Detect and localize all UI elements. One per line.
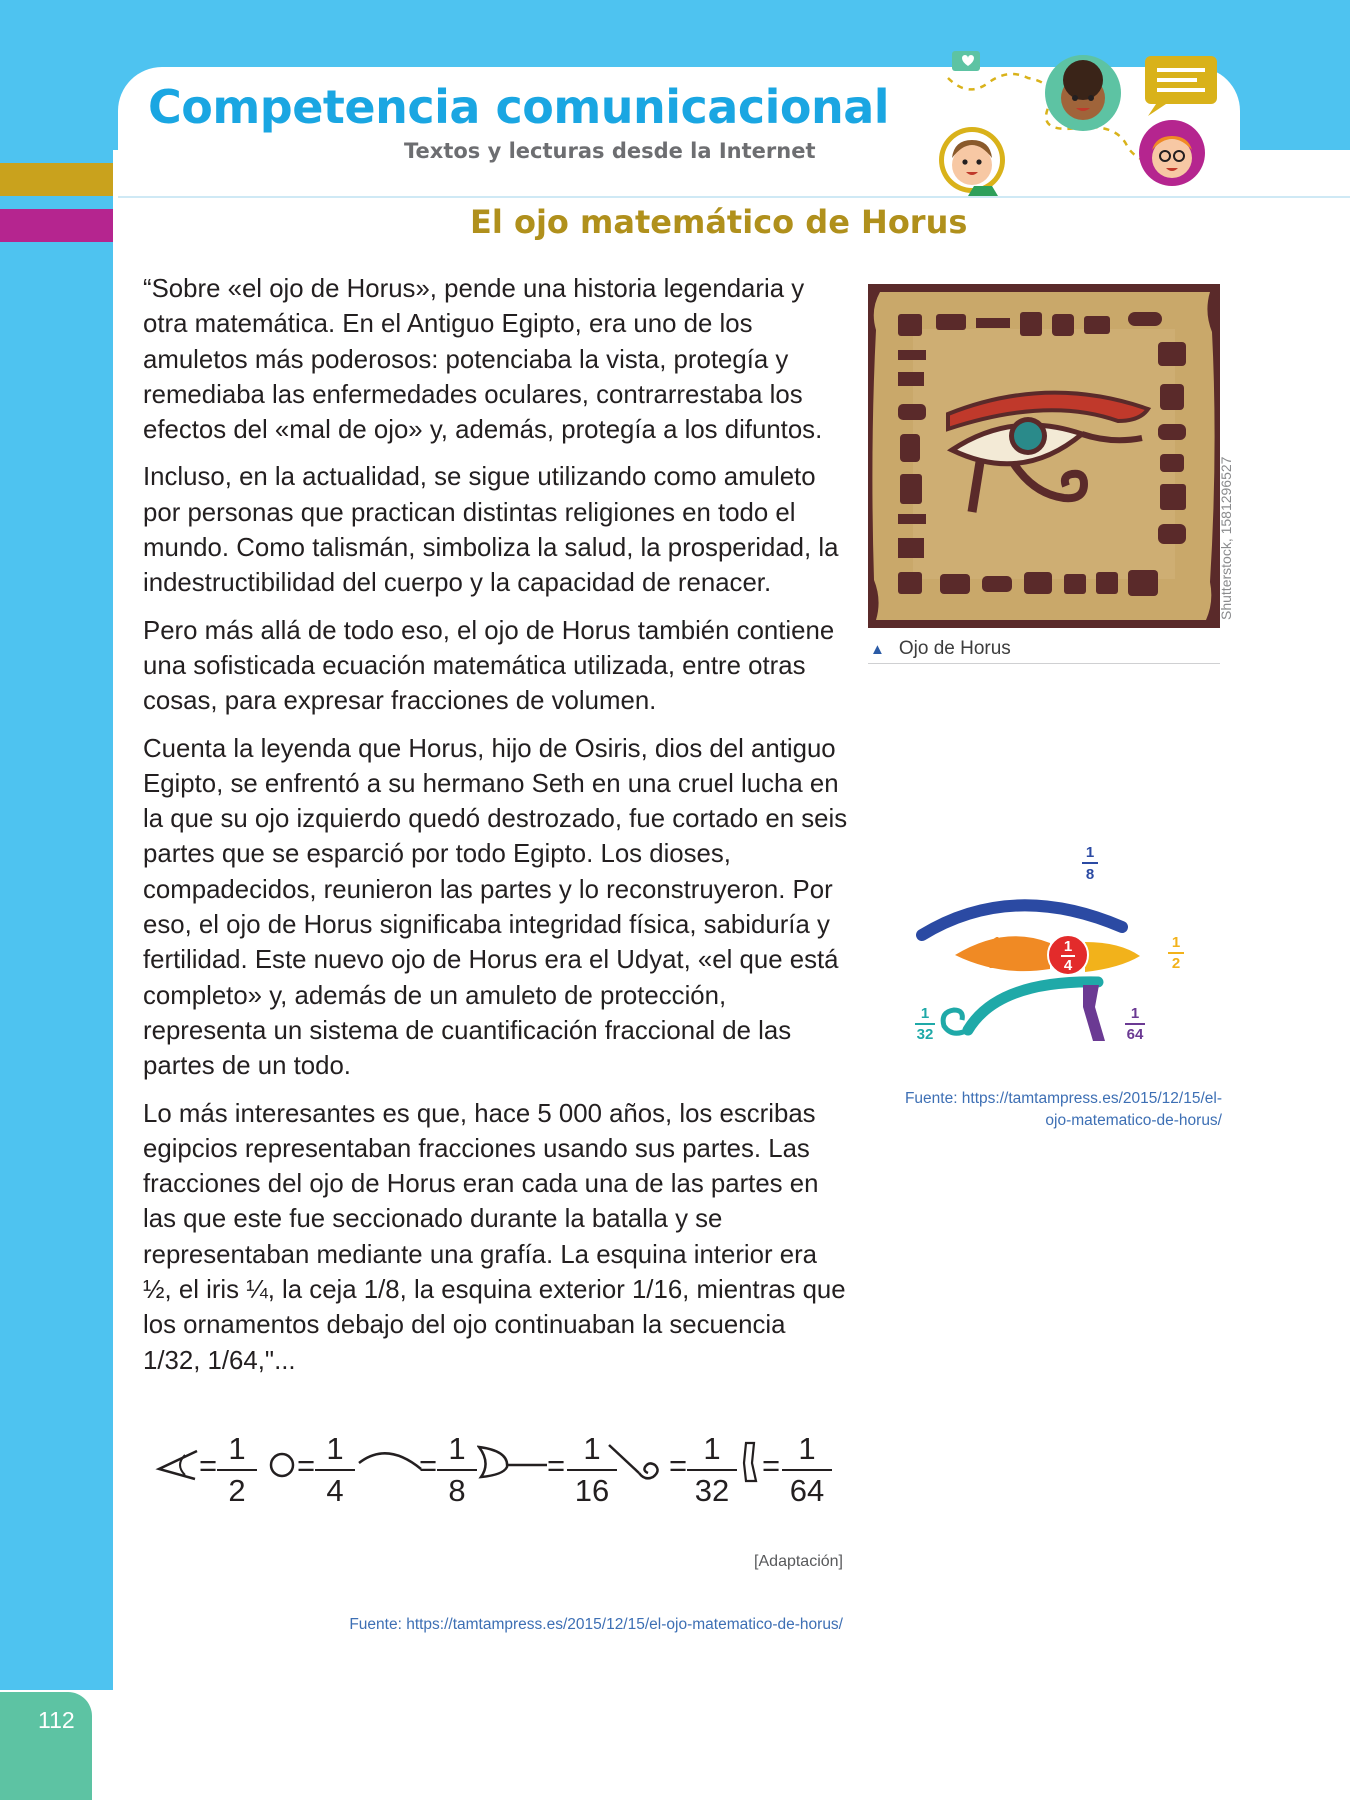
svg-text:1: 1: [920, 1005, 930, 1022]
fraction-equation-quarter: [267, 1425, 362, 1515]
equals-sign: =: [547, 1448, 566, 1483]
equals-sign: =: [297, 1448, 316, 1483]
svg-text:1: 1: [1063, 938, 1073, 955]
svg-text:32: 32: [916, 1026, 934, 1043]
svg-text:1: 1: [992, 934, 1002, 951]
svg-text:2: 2: [1171, 955, 1181, 972]
left-margin-band: [0, 150, 113, 1690]
gold-accent-bar: [0, 163, 113, 196]
article-title: El ojo matemático de Horus: [470, 203, 968, 241]
denominator: 32: [694, 1473, 730, 1508]
diagram-source-line-1: Fuente: https://tamtampress.es/2015/12/15/el-: [904, 1090, 1222, 1107]
equals-sign: =: [419, 1448, 438, 1483]
iris-glyph-icon: [267, 1445, 299, 1485]
svg-text:1: 1: [1171, 934, 1181, 951]
label-sixty-fourth: [1125, 1005, 1145, 1043]
svg-text:4: 4: [1063, 957, 1073, 974]
caption-triangle-icon: ▲: [870, 641, 885, 658]
article-body: [143, 272, 848, 1391]
fraction-equation-half: [155, 1425, 260, 1515]
tail-part: [1083, 985, 1105, 1041]
inner-corner-glyph-icon: [155, 1445, 199, 1485]
numerator: 1: [703, 1431, 721, 1466]
eye-of-horus-photo: [868, 284, 1220, 628]
paragraph-1: “Sobre «el ojo de Horus», pende una historia legendaria y otra matemática. En el Antiguo Egipto, era uno de los amuletos más poderosos: potenciaba la vista, protegía y remediaba las enfermedades oculares, contrarrestaba los efectos del «mal de ojo» y, además, protegía a los difuntos.: [143, 275, 823, 445]
numerator: 1: [798, 1431, 816, 1466]
paragraph-4: Cuenta la leyenda que Horus, hijo de Osiris, dios del antiguo Egipto, se enfrentó a su hermano Seth en una cruel lucha en la que su ojo izquierdo quedó destrozado, fue cortado en seis partes que se esparció por todo Egipto. Los dioses, compadecidos, reunieron las partes y lo reconstruyeron. Por eso, el ojo de Horus significaba integridad física, sabiduría y fertilidad. Este nuevo ojo de Horus era el Udyat, «el que está completo» y, además de un amuleto de protección, representa un sistema de cuantificación fraccional de las partes de un todo.: [143, 734, 848, 1081]
label-eighth: [1082, 844, 1098, 883]
spiral-curl: [943, 1010, 968, 1033]
svg-text:1: 1: [1130, 1005, 1140, 1022]
numerator: 1: [228, 1431, 246, 1466]
fraction-equation-eighth: [357, 1425, 477, 1515]
horus-fraction-equations: [155, 1425, 845, 1515]
caption-text: Ojo de Horus: [898, 638, 1011, 659]
article-source-link[interactable]: Fuente: https://tamtampress.es/2015/12/15/el-ojo-matematico-de-horus/: [349, 1616, 843, 1633]
equals-sign: =: [669, 1448, 688, 1483]
denominator: 16: [574, 1473, 610, 1508]
numerator: 1: [326, 1431, 344, 1466]
fraction-equation-sixty-fourth: [740, 1425, 845, 1515]
equals-sign: =: [199, 1448, 218, 1483]
fraction: [437, 1431, 477, 1509]
spiral-part: [968, 982, 1098, 1030]
section-title: Competencia comunicacional: [148, 80, 890, 134]
adaptation-note: [Adaptación]: [754, 1553, 843, 1570]
label-half: [1168, 934, 1184, 972]
fraction-equation-sixteenth: [477, 1425, 610, 1515]
numerator: 1: [583, 1431, 601, 1466]
diagram-source-line-2: ojo-matematico-de-horus/: [1045, 1112, 1222, 1129]
eye-fraction-diagram: [900, 835, 1200, 1055]
svg-text:16: 16: [988, 955, 1006, 972]
paragraph-2: Incluso, en la actualidad, se sigue utilizando como amuleto por personas que practican distintas religiones en todo el mundo. Como talismán, simboliza la salud, la prosperidad, la indestructibilidad del cuerpo y la capacidad de renacer.: [143, 463, 839, 598]
fraction: [217, 1431, 257, 1509]
svg-text:1: 1: [1085, 844, 1095, 861]
denominator: 4: [326, 1473, 344, 1508]
equals-sign: =: [762, 1448, 781, 1483]
spiral-glyph-icon: [607, 1441, 671, 1485]
denominator: 8: [448, 1473, 466, 1508]
eyebrow-glyph-icon: [357, 1441, 423, 1481]
label-thirty-second: [915, 1005, 935, 1043]
denominator: 2: [228, 1473, 246, 1508]
outer-corner-part: [1085, 942, 1140, 972]
fraction: [782, 1431, 832, 1509]
brow-part: [922, 905, 1122, 935]
image-caption: [868, 638, 1220, 664]
paragraph-5: Lo más interesantes es que, hace 5 000 años, los escribas egipcios representaban fracciones usando sus partes. Las fracciones del ojo de Horus eran cada una de las partes en las que este fue seccionado durante la batalla y se representaban mediante una grafía. La esquina interior era ½, el iris ¼, la ceja 1/8, la esquina exterior 1/16, mientras que los ornamentos debajo del ojo continuaban la secuencia 1/32, 1/64,"...: [143, 1099, 846, 1375]
image-credit: Shutterstock, 1581296527: [1218, 456, 1234, 620]
fraction: [687, 1431, 737, 1509]
page-number: 112: [38, 1707, 75, 1733]
svg-text:64: 64: [1126, 1026, 1144, 1043]
paragraph-3: Pero más allá de todo eso, el ojo de Horus también contiene una sofisticada ecuación matemática utilizada, entre otras cosas, para expresar fracciones de volumen.: [143, 616, 835, 716]
fraction: [315, 1431, 355, 1509]
tail-glyph-icon: [740, 1439, 762, 1489]
fraction-equation-thirty-second: [607, 1425, 732, 1515]
denominator: 64: [789, 1473, 825, 1508]
kids-illustration: [920, 48, 1230, 198]
diagram-source-link[interactable]: [870, 1088, 1222, 1132]
outer-corner-glyph-icon: [477, 1443, 547, 1483]
section-subtitle: Textos y lecturas desde la Internet: [404, 139, 816, 163]
svg-text:8: 8: [1085, 866, 1095, 883]
numerator: 1: [448, 1431, 466, 1466]
magenta-accent-bar: [0, 209, 113, 242]
